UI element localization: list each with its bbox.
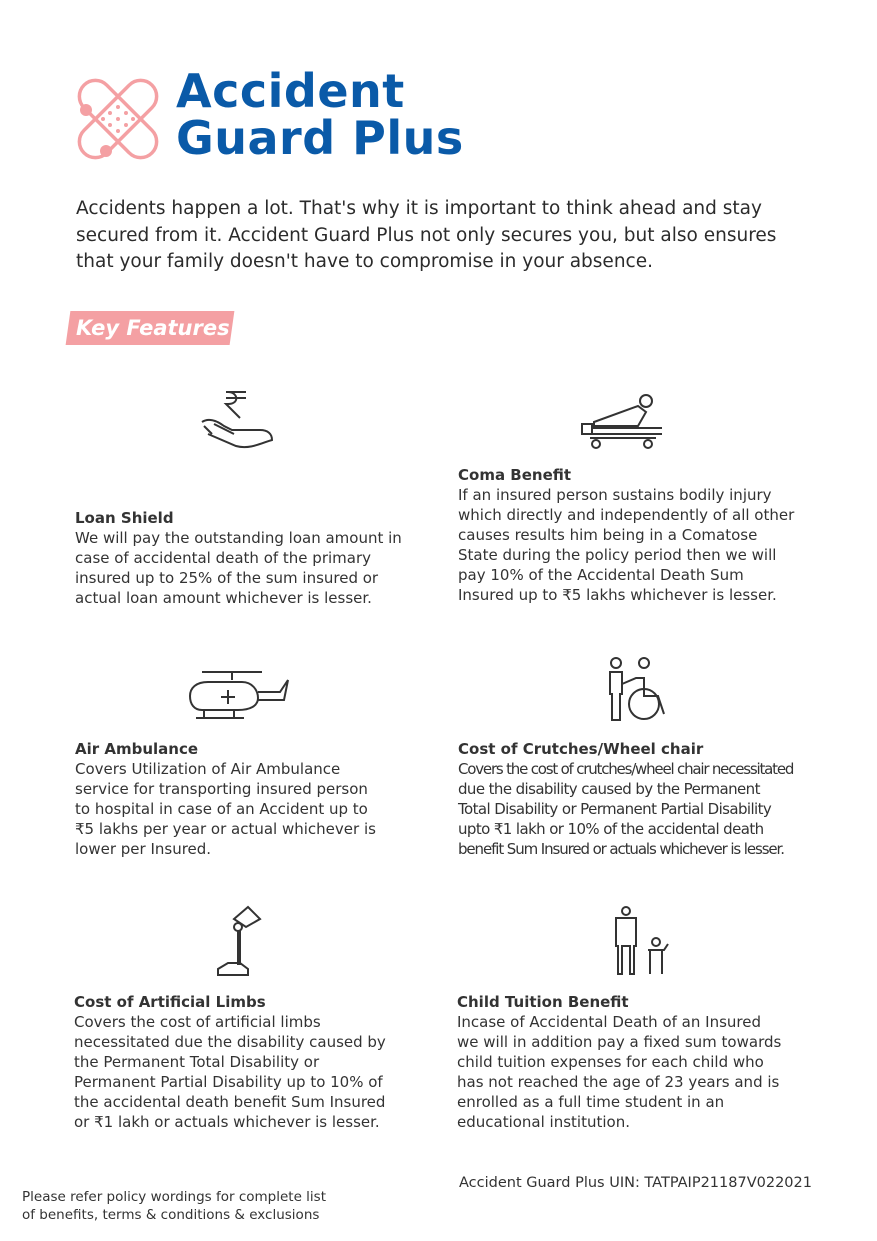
text-line: benefit Sum Insured or actuals whichever is lesser. — [458, 840, 784, 858]
helicopter-icon — [188, 670, 290, 722]
feature-description — [457, 1012, 781, 1132]
text-line: Total Disability or Permanent Partial Disability — [458, 800, 772, 818]
text-line: service for transporting insured person — [75, 780, 368, 798]
text-line: educational institution. — [457, 1113, 630, 1131]
text-line: insured up to 25% of the sum insured or — [75, 569, 379, 587]
intro-line: secured from it. Accident Guard Plus not only secures you, but also ensures — [76, 224, 777, 246]
text-line: or ₹1 lakh or actuals whichever is lesser. — [74, 1113, 380, 1131]
wheelchair-icon — [606, 656, 678, 722]
footer-disclaimer — [22, 1188, 326, 1224]
intro-line: Accidents happen a lot. That's why it is important to think ahead and stay — [76, 198, 762, 219]
product-title — [176, 64, 464, 165]
text-line: We will pay the outstanding loan amount in — [75, 529, 402, 547]
text-line: enrolled as a full time student in an — [457, 1093, 725, 1111]
intro-line: that your family doesn't have to compromise in your absence. — [76, 251, 653, 272]
text-line: Covers Utilization of Air Ambulance — [75, 760, 341, 778]
text-line: the accidental death benefit Sum Insured — [74, 1093, 386, 1111]
feature-child-tuition — [457, 992, 781, 1132]
text-line: Incase of Accidental Death of an Insured — [457, 1013, 761, 1031]
text-line: the Permanent Total Disability or — [74, 1053, 320, 1071]
text-line: child tuition expenses for each child who — [457, 1053, 764, 1071]
text-line: ₹5 lakhs per year or actual whichever is — [75, 820, 376, 838]
text-line: pay 10% of the Accidental Death Sum — [458, 566, 744, 584]
text-line: lower per Insured. — [75, 840, 212, 858]
text-line: Covers the cost of crutches/wheel chair necessitated — [458, 760, 794, 778]
text-line: of benefits, terms & conditions & exclusions — [22, 1207, 320, 1223]
feature-description — [74, 1012, 386, 1132]
prosthetic-leg-icon — [214, 905, 264, 977]
text-line: State during the policy period then we will — [458, 546, 777, 564]
feature-description — [458, 485, 794, 605]
feature-title: Cost of Artificial Limbs — [74, 993, 266, 1011]
text-line: which directly and independently of all other — [458, 506, 795, 524]
text-line: has not reached the age of 23 years and is — [457, 1073, 780, 1091]
logo-bandage-icon — [76, 77, 160, 161]
text-line: causes results him being in a Comatose — [458, 526, 758, 544]
uin-number: Accident Guard Plus UIN: TATPAIP21187V022021 — [459, 1175, 812, 1191]
parent-child-icon — [612, 906, 672, 976]
text-line: upto ₹1 lakh or 10% of the accidental death — [458, 820, 764, 838]
text-line: case of accidental death of the primary — [75, 549, 372, 567]
feature-title: Coma Benefit — [458, 466, 572, 484]
title-line-2: Guard Plus — [176, 111, 464, 165]
rupee-hand-icon — [200, 390, 276, 452]
text-line: we will in addition pay a fixed sum towards — [457, 1033, 782, 1051]
feature-artificial-limbs — [74, 992, 386, 1132]
text-line: Covers the cost of artificial limbs — [74, 1013, 321, 1031]
text-line: due the disability caused by the Permanent — [458, 780, 760, 798]
title-line-1: Accident — [176, 64, 405, 118]
feature-description — [458, 759, 793, 859]
text-line: Please refer policy wordings for complete list — [22, 1189, 327, 1205]
feature-description — [75, 528, 402, 608]
feature-title: Air Ambulance — [75, 740, 199, 758]
feature-title: Loan Shield — [75, 509, 174, 527]
text-line: actual loan amount whichever is lesser. — [75, 589, 372, 607]
feature-loan-shield — [75, 508, 402, 608]
feature-air-ambulance — [75, 739, 376, 859]
feature-crutches-wheelchair — [458, 739, 793, 859]
feature-description — [75, 759, 376, 859]
text-line: If an insured person sustains bodily injury — [458, 486, 772, 504]
intro-paragraph — [76, 196, 776, 276]
text-line: Insured up to ₹5 lakhs whichever is lesser. — [458, 586, 777, 604]
text-line: to hospital in case of an Accident up to — [75, 800, 368, 818]
hospital-bed-icon — [580, 392, 662, 450]
text-line: Permanent Partial Disability up to 10% of — [74, 1073, 383, 1091]
feature-coma-benefit — [458, 465, 794, 605]
text-line: necessitated due the disability caused by — [74, 1033, 386, 1051]
feature-title: Child Tuition Benefit — [457, 993, 629, 1011]
feature-title: Cost of Crutches/Wheel chair — [458, 740, 704, 758]
key-features-heading: Key Features — [76, 316, 230, 340]
